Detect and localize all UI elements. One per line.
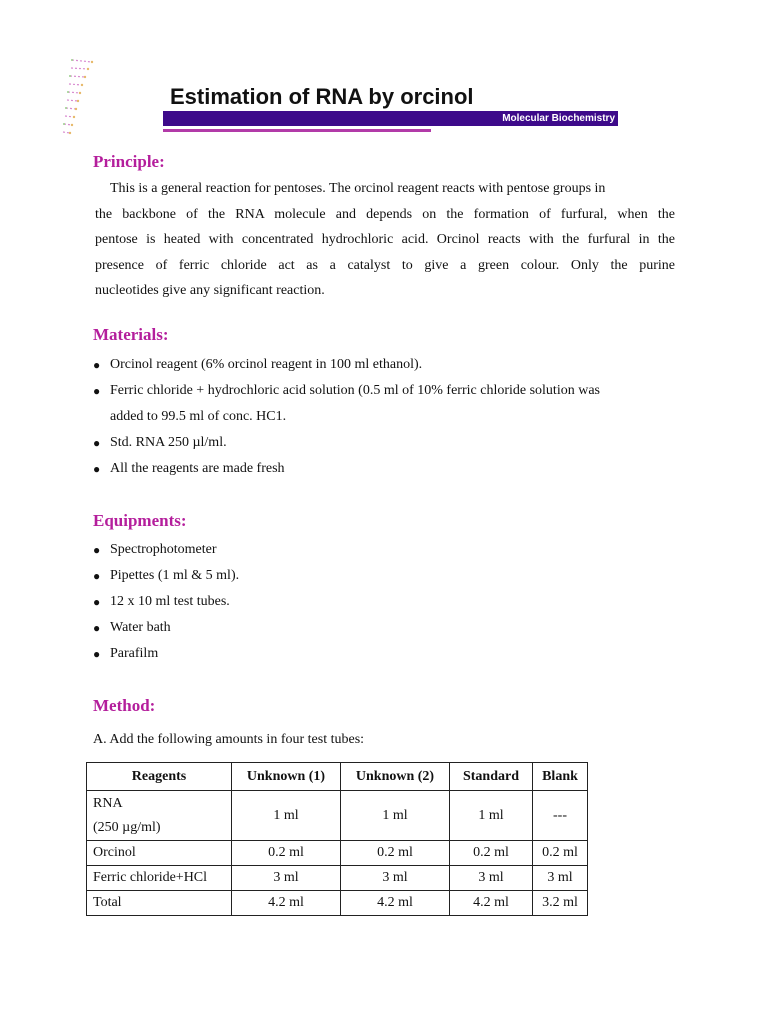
equipments-heading: Equipments:	[93, 511, 187, 530]
column-header: Blank	[533, 763, 588, 791]
principle-line: This is a general reaction for pentoses. The orcinol reagent reacts with pentose groups in	[110, 181, 606, 196]
column-header: Unknown (2)	[341, 763, 450, 791]
method-intro: A. Add the following amounts in four test tubes:	[93, 732, 365, 747]
table-row	[87, 866, 588, 891]
list-item: ● 12 x 10 ml test tubes.	[93, 589, 239, 615]
table-cell: 0.2 ml	[232, 841, 341, 866]
list-item: ● Pipettes (1 ml & 5 ml).	[93, 563, 239, 589]
table-cell: 0.2 ml	[533, 841, 588, 866]
bullet-icon: ●	[93, 569, 101, 583]
table-cell: 1 ml	[232, 791, 341, 841]
table-cell: 0.2 ml	[341, 841, 450, 866]
equipments-list	[93, 537, 239, 667]
bullet-icon: ●	[93, 384, 101, 398]
row-label: RNA (250 µg/ml)	[87, 791, 232, 841]
table-cell: 4.2 ml	[341, 891, 450, 916]
dna-helix-decoration-icon	[58, 56, 100, 146]
title-banner	[163, 111, 618, 126]
table-cell: 1 ml	[450, 791, 533, 841]
bullet-icon: ●	[93, 621, 101, 635]
list-item: ● All the reagents are made fresh	[93, 456, 600, 482]
table-cell: 4.2 ml	[450, 891, 533, 916]
principle-paragraph	[95, 176, 675, 304]
title-underline	[163, 129, 431, 132]
principle-line: nucleotides give any significant reaction.	[95, 283, 325, 298]
column-header: Unknown (1)	[232, 763, 341, 791]
table-cell: 3 ml	[533, 866, 588, 891]
principle-line: presence of ferric chloride act as a catalyst to give a green colour. Only the purine	[95, 257, 675, 273]
bullet-icon: ●	[93, 462, 101, 476]
principle-line: pentose is heated with concentrated hydrochloric acid. Orcinol reacts with the furfural in the	[95, 232, 675, 247]
table-cell: 4.2 ml	[232, 891, 341, 916]
list-item: ● Water bath	[93, 615, 239, 641]
list-item: ● Std. RNA 250 µl/ml.	[93, 430, 600, 456]
list-item: ● Ferric chloride + hydrochloric acid solution (0.5 ml of 10% ferric chloride solution was added to 99.5 ml of conc. HC1.	[93, 378, 600, 430]
row-label: Total	[87, 891, 232, 916]
table-row	[87, 791, 588, 841]
materials-heading: Materials:	[93, 325, 169, 344]
bullet-icon: ●	[93, 543, 101, 557]
column-header: Reagents	[87, 763, 232, 791]
method-heading: Method:	[93, 696, 156, 715]
table-cell: ---	[533, 791, 588, 841]
list-item: ● Parafilm	[93, 641, 239, 667]
row-label: Orcinol	[87, 841, 232, 866]
document-title: Estimation of RNA by orcinol	[170, 84, 474, 109]
table-header-row	[87, 763, 588, 791]
bullet-icon: ●	[93, 595, 101, 609]
bullet-icon: ●	[93, 647, 101, 661]
bullet-icon: ●	[93, 358, 101, 372]
row-label: Ferric chloride+HCl	[87, 866, 232, 891]
table-cell: 3 ml	[341, 866, 450, 891]
list-item: ● Orcinol reagent (6% orcinol reagent in 100 ml ethanol).	[93, 352, 600, 378]
principle-line: the backbone of the RNA molecule and depends on the formation of furfural, when the	[95, 206, 675, 222]
table-cell: 0.2 ml	[450, 841, 533, 866]
table-row	[87, 891, 588, 916]
principle-heading: Principle:	[93, 152, 165, 171]
table-cell: 3 ml	[450, 866, 533, 891]
list-item: ● Spectrophotometer	[93, 537, 239, 563]
materials-list	[93, 352, 600, 482]
table-row	[87, 841, 588, 866]
reagents-table	[86, 762, 588, 916]
table-cell: 3 ml	[232, 866, 341, 891]
banner-subtitle: Molecular Biochemistry	[502, 113, 615, 124]
column-header: Standard	[450, 763, 533, 791]
table-cell: 1 ml	[341, 791, 450, 841]
table-cell: 3.2 ml	[533, 891, 588, 916]
bullet-icon: ●	[93, 436, 101, 450]
